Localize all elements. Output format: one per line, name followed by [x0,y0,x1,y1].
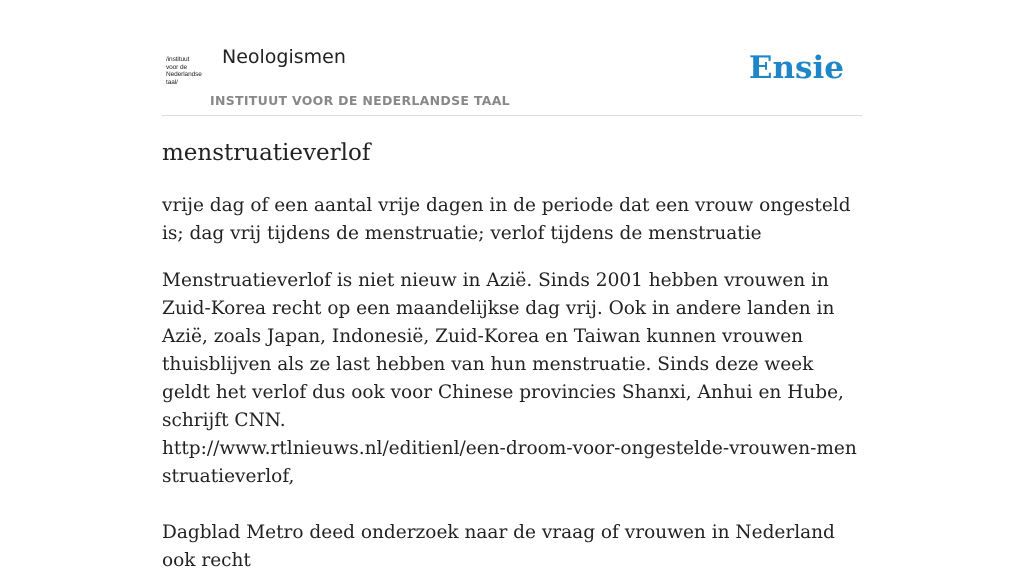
logo-line: voor de [166,63,187,71]
quote-text: Menstruatieverlof is niet nieuw in Azië. Sinds 2001 hebben vrouwen in Zuid-Korea recht op een maandelijkse dag vrij. Ook in andere landen in Azië, zoals Japan, Indonesië, Zuid-Korea en Taiwan kunnen vrouwen thuisblijven als ze last hebben van hun menstruatie. Sinds deze week geldt het verlof dus ook voor Chinese provincies Shanxi, Anhui en Hube, schrijft CNN. [162,270,844,431]
institute-logo[interactable] [166,56,210,86]
logo-line: taal/ [166,78,178,86]
entry-term: menstruatieverlof [162,140,371,166]
quote-text-2: Dagblad Metro deed onderzoek naar de vraag of vrouwen in Nederland ook recht [162,522,835,571]
site-header [162,40,862,116]
entry-definition: vrije dag of een aantal vrije dagen in de periode dat een vrouw ongesteld is; dag vrij tijdens de menstruatie; verlof tijdens de menstruatie [162,195,851,244]
site-name-link[interactable]: Neologismen [222,46,346,68]
entry-quote [162,267,862,575]
institute-name: INSTITUUT VOOR DE NEDERLANDSE TAAL [210,93,510,108]
ensie-brand-link[interactable]: Ensie [748,50,844,86]
logo-line: /instituut [166,56,190,63]
logo-line: Nederlandse [166,71,202,78]
quote-source-link[interactable]: http://www.rtlnieuws.nl/editienl/een-droom-voor-ongestelde-vrouwen-menstruatieverlof, [162,438,857,487]
quote-gap [162,491,862,519]
